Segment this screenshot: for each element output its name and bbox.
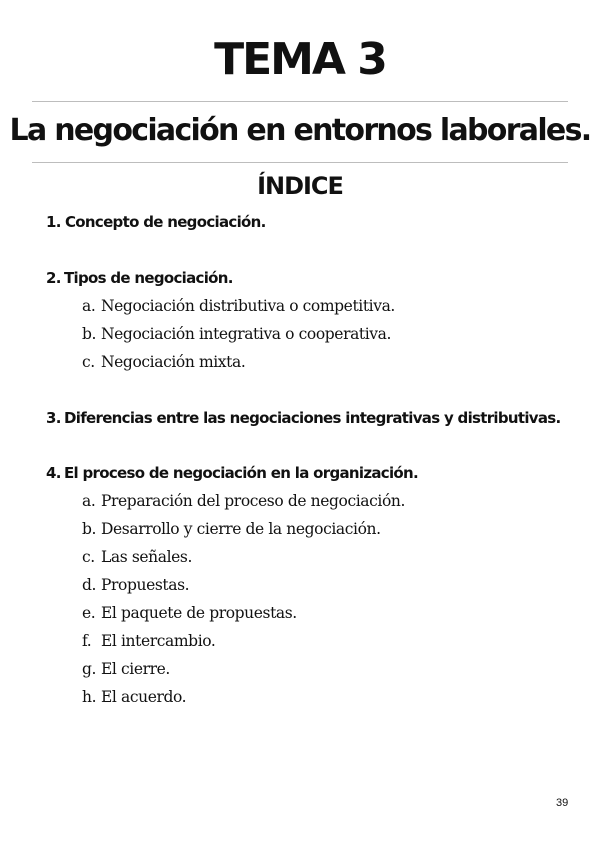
item-letter: g. (82, 660, 97, 678)
item-letter: a. (82, 492, 96, 510)
item-letter: e. (82, 604, 96, 622)
index-item-4e (82, 603, 297, 623)
item-label: El paquete de propuestas. (101, 604, 297, 622)
section-label: Concepto de negociación. (65, 213, 266, 231)
item-letter: d. (82, 576, 97, 594)
item-letter: b. (82, 325, 97, 343)
bottom-divider (32, 162, 568, 163)
section-number: 2. (46, 269, 61, 287)
index-section-4 (46, 463, 418, 483)
item-label: El intercambio. (101, 632, 216, 650)
item-label: Negociación distributiva o competitiva. (101, 297, 395, 315)
item-letter: h. (82, 688, 97, 706)
item-letter: c. (82, 548, 95, 566)
document-subtitle: La negociación en entornos laborales. (9, 113, 591, 148)
item-letter: a. (82, 297, 96, 315)
index-item-4a (82, 491, 405, 511)
document-title: TEMA 3 (214, 34, 386, 85)
item-letter: c. (82, 353, 95, 371)
item-label: Propuestas. (101, 576, 190, 594)
index-section-3 (46, 408, 561, 428)
index-item-2a (82, 296, 395, 316)
index-item-4b (82, 519, 381, 539)
index-item-2b (82, 324, 391, 344)
index-item-4f (82, 631, 215, 651)
section-number: 3. (46, 409, 61, 427)
index-item-2c (82, 352, 245, 372)
index-item-4c (82, 547, 192, 567)
index-item-4h (82, 687, 186, 707)
top-divider (32, 101, 568, 102)
item-label: Las señales. (101, 548, 192, 566)
item-label: Negociación mixta. (101, 353, 246, 371)
index-item-4d (82, 575, 189, 595)
section-number: 4. (46, 464, 61, 482)
page-number: 39 (556, 797, 569, 809)
section-number: 1. (46, 213, 61, 231)
section-label: Tipos de negociación. (64, 269, 233, 287)
index-item-4g (82, 659, 170, 679)
item-label: El acuerdo. (101, 688, 187, 706)
index-heading: ÍNDICE (257, 172, 343, 200)
item-label: El cierre. (101, 660, 170, 678)
item-label: Desarrollo y cierre de la negociación. (101, 520, 381, 538)
item-label: Negociación integrativa o cooperativa. (101, 325, 392, 343)
section-label: El proceso de negociación en la organización. (64, 464, 419, 482)
index-section-1 (46, 212, 266, 232)
item-label: Preparación del proceso de negociación. (101, 492, 406, 510)
item-letter: b. (82, 520, 97, 538)
section-label: Diferencias entre las negociaciones integrativas y distributivas. (64, 409, 561, 427)
item-letter: f. (82, 632, 92, 650)
index-section-2 (46, 268, 233, 288)
